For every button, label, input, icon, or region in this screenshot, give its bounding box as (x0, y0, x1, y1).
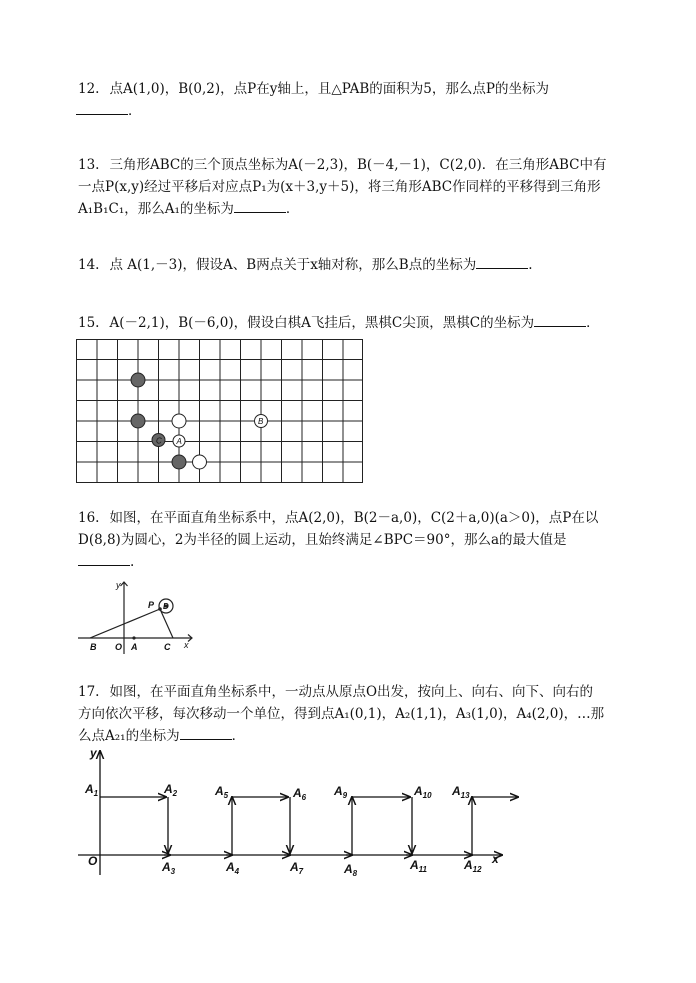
go-board-grid (76, 339, 363, 483)
label-c: C (164, 642, 171, 652)
white-stone (193, 455, 207, 469)
label-o: O (88, 854, 98, 868)
label-y: y (116, 580, 121, 590)
label-a8: $A_8$ (344, 862, 358, 878)
q14-number: 14. (78, 257, 100, 273)
q15-end: ． (586, 315, 600, 331)
q17-end: ． (231, 728, 246, 744)
label-a5: $A_5$ (215, 784, 229, 800)
label-a7: $A_7$ (290, 860, 304, 876)
q13-number: 13. (78, 157, 100, 173)
q14-text: 点 A(1,－3)，假设A、B两点关于x轴对称，那么B点的坐标为 (109, 257, 477, 273)
label-a1: $A_1$ (85, 782, 99, 798)
q17-line3: 么点A₂₁的坐标为 (78, 728, 180, 744)
label-a9: $A_9$ (334, 784, 348, 800)
label-p: P (148, 600, 155, 610)
q12-text: 点A(1,0)，B(0,2)，点P在y轴上，且△PAB的面积为5，那么点P的坐标为 (109, 81, 549, 97)
q14-end: . (528, 257, 533, 273)
segment-bp (90, 609, 160, 638)
label-a2: $A_2$ (164, 782, 178, 798)
q13-line1: 三角形ABC的三个顶点坐标为A(－2,3)，B(－4,－1)，C(2,0)．在三角形ABC中有 (109, 157, 607, 173)
label-y: y (90, 746, 97, 760)
white-stone (172, 414, 186, 428)
q13-line3: A₁B₁C₁，那么A₁的坐标为 (78, 201, 234, 217)
q17-answer-blank[interactable] (180, 727, 232, 740)
q16-end: . (130, 554, 135, 570)
q12-number: 12. (78, 81, 100, 97)
q15-text: A(－2,1)，B(－6,0)，假设白棋A飞挂后，黑棋C尖顶，黑棋C的坐标为 (109, 315, 535, 331)
label-a: A (176, 437, 182, 446)
label-x: x (184, 640, 189, 650)
q16-answer-blank[interactable] (78, 553, 130, 566)
q12-answer-blank[interactable] (76, 102, 128, 115)
black-stone (131, 414, 145, 428)
q14-answer-blank[interactable] (476, 256, 528, 269)
label-a6: $A_6$ (293, 786, 307, 802)
label-a11: $A_{11}$ (410, 858, 427, 874)
question-12 (78, 78, 638, 122)
q12-end: ． (128, 103, 142, 119)
question-15 (78, 312, 638, 334)
label-b: B (90, 642, 97, 652)
q16-line1: 如图，在平面直角坐标系中，点A(2,0)，B(2－a,0)，C(2＋a,0)(a＞0)，点P在以 (109, 510, 599, 526)
label-a: A (131, 642, 138, 652)
label-d: D (163, 602, 169, 611)
point-a (132, 636, 135, 639)
label-a3: $A_3$ (162, 860, 176, 876)
question-14 (78, 254, 638, 276)
black-stone (131, 373, 145, 387)
label-a4: $A_4$ (226, 860, 240, 876)
question-16 (78, 507, 648, 573)
label-b: B (258, 417, 264, 426)
label-a13: $A_{13}$ (452, 784, 470, 800)
q17-figure (76, 745, 526, 881)
label-x: x (492, 852, 499, 866)
question-13 (78, 154, 648, 220)
go-board-figure (76, 339, 364, 484)
label-a10: $A_{10}$ (414, 784, 432, 800)
q16-figure (78, 576, 200, 662)
q16-number: 16. (78, 510, 100, 526)
label-o: O (115, 642, 123, 652)
q16-line2: D(8,8)为圆心，2为半径的圆上运动，且始终满足∠BPC＝90°，那么a的最大值是 (78, 532, 567, 548)
question-17 (78, 681, 648, 747)
q15-number: 15. (78, 315, 100, 331)
q17-line1: 如图，在平面直角坐标系中，一动点从原点O出发，按向上、向右、向下、向右的 (109, 684, 594, 700)
q15-answer-blank[interactable] (534, 314, 586, 327)
q13-answer-blank[interactable] (234, 200, 286, 213)
q17-line2: 方向依次平移，每次移动一个单位，得到点A₁(0,1)，A₂(1,1)，A₃(1,0)，A₄(2,0)，…那 (78, 706, 605, 722)
q13-end: ． (285, 201, 300, 217)
black-stone (172, 455, 186, 469)
label-c: C (156, 436, 162, 446)
label-a12: $A_{12}$ (464, 858, 482, 874)
point-p (158, 607, 162, 611)
q17-number: 17. (78, 684, 100, 700)
q13-line2: 一点P(x,y)经过平移后对应点P₁为(x＋3,y＋5)，将三角形ABC作同样的平移得到三角形 (78, 179, 601, 195)
